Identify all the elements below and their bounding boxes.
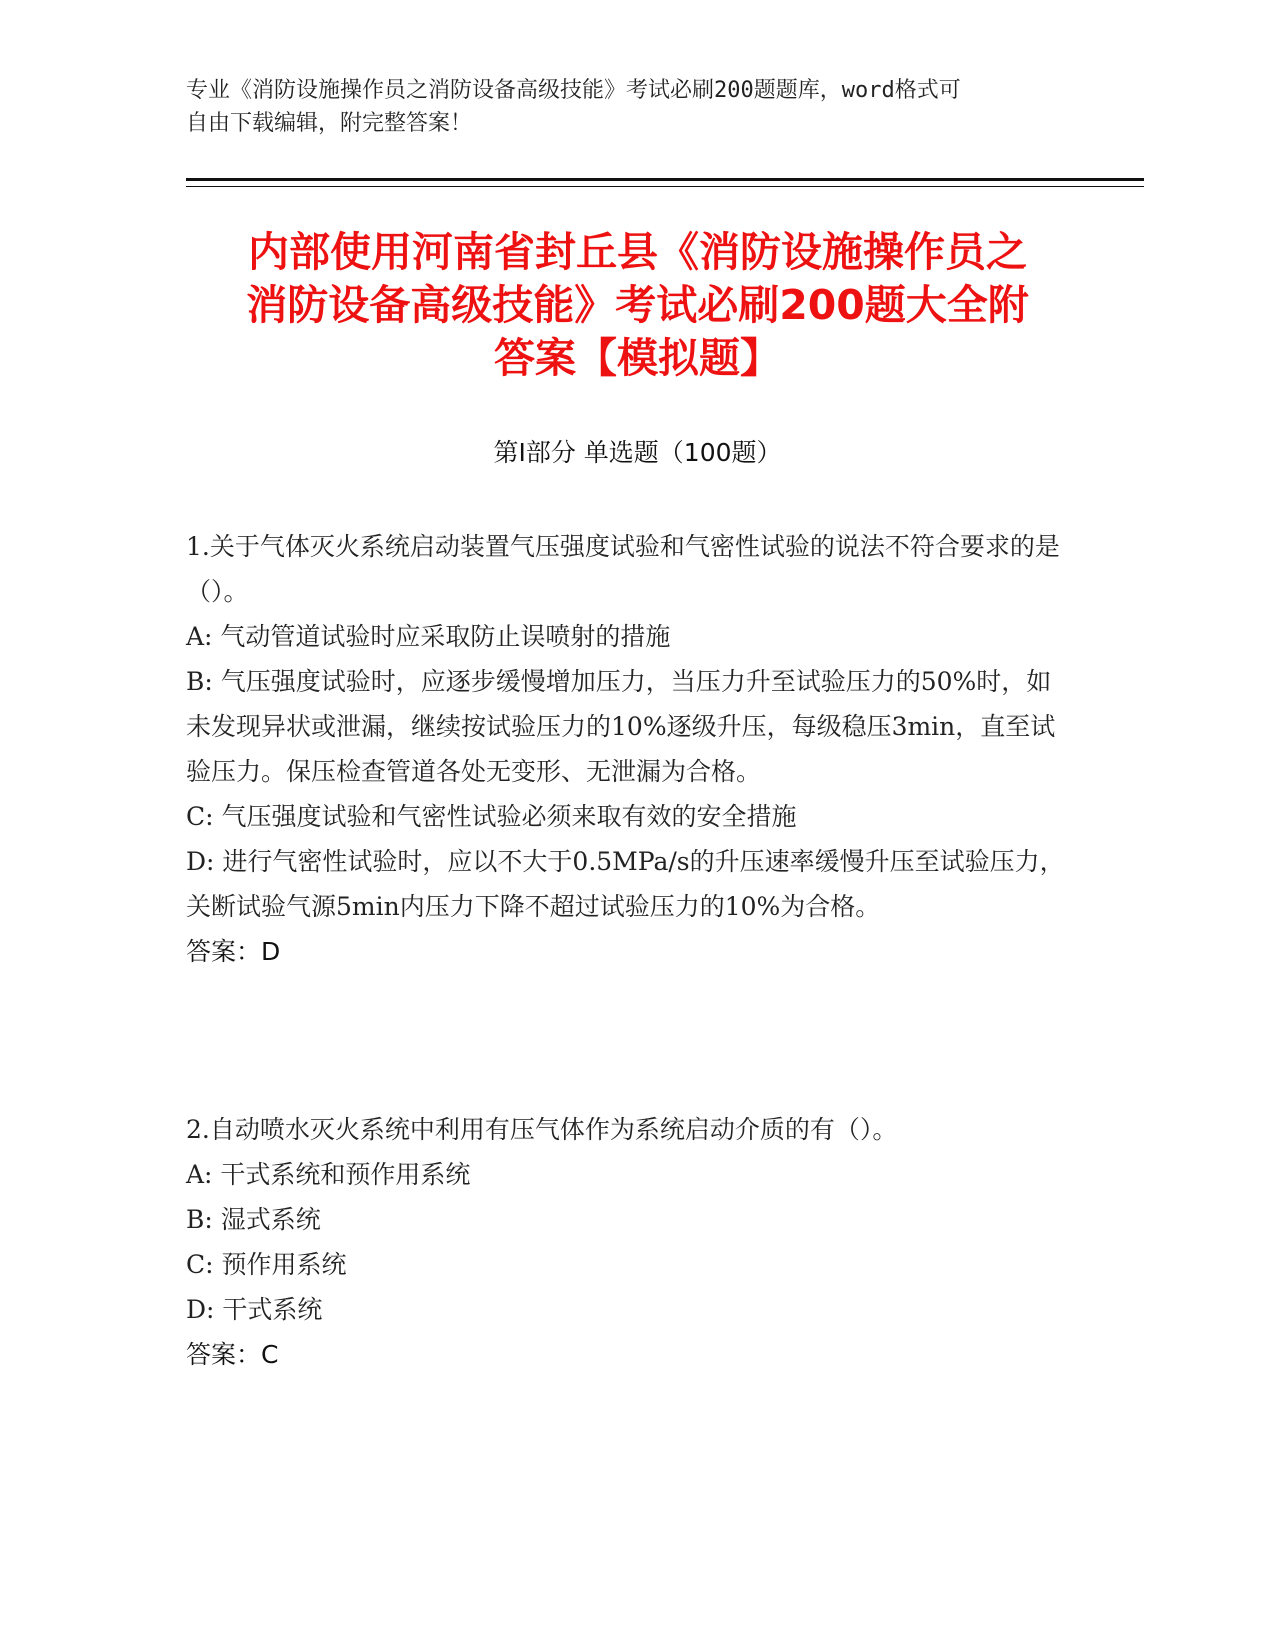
header-divider-thick (186, 178, 1144, 181)
answer: 答案：C (186, 1340, 279, 1369)
option-d: D: 进行气密性试验时，应以不大于0.5MPa/s的升压速率缓慢升压至试验压力，关断试验气源5min内压力下降不超过试验压力的10%为合格。 (186, 847, 1065, 921)
header-divider-thin (186, 186, 1144, 187)
section-title: 第Ⅰ部分 单选题（100题） (493, 438, 782, 467)
header-note (186, 74, 1066, 140)
document-title-line-2: 消防设备高级技能》考试必刷200题大全附 (246, 281, 1029, 329)
option-d: D: 干式系统 (186, 1295, 323, 1324)
header-note-line-1: 专业《消防设施操作员之消防设备高级技能》考试必刷200题题库，word格式可 (186, 78, 961, 103)
question-stem: 1.关于气体灭火系统启动装置气压强度试验和气密性试验的说法不符合要求的是（）。 (186, 532, 1060, 606)
option-b: B: 湿式系统 (186, 1205, 321, 1234)
question-stem: 2.自动喷水灭火系统中利用有压气体作为系统启动介质的有（）。 (186, 1115, 898, 1144)
option-c: C: 预作用系统 (186, 1250, 347, 1279)
option-c: C: 气压强度试验和气密性试验必须来取有效的安全措施 (186, 802, 797, 831)
question-1 (186, 524, 1066, 974)
option-b: B: 气压强度试验时，应逐步缓慢增加压力，当压力升至试验压力的50%时，如未发现异状或泄漏，继续按试验压力的10%逐级升压，每级稳压3min，直至试验压力。保压检查管道各处无变形、无泄漏为合格。 (186, 667, 1056, 786)
header-note-line-2: 自由下载编辑，附完整答案！ (186, 111, 473, 136)
option-a: A: 气动管道试验时应采取防止误喷射的措施 (186, 622, 671, 651)
document-title (150, 226, 1125, 385)
question-2 (186, 1107, 1066, 1377)
option-a: A: 干式系统和预作用系统 (186, 1160, 471, 1189)
document-title-line-1: 内部使用河南省封丘县《消防设施操作员之 (248, 228, 1027, 276)
document-title-line-3: 答案【模拟题】 (494, 334, 781, 382)
answer: 答案：D (186, 937, 281, 966)
